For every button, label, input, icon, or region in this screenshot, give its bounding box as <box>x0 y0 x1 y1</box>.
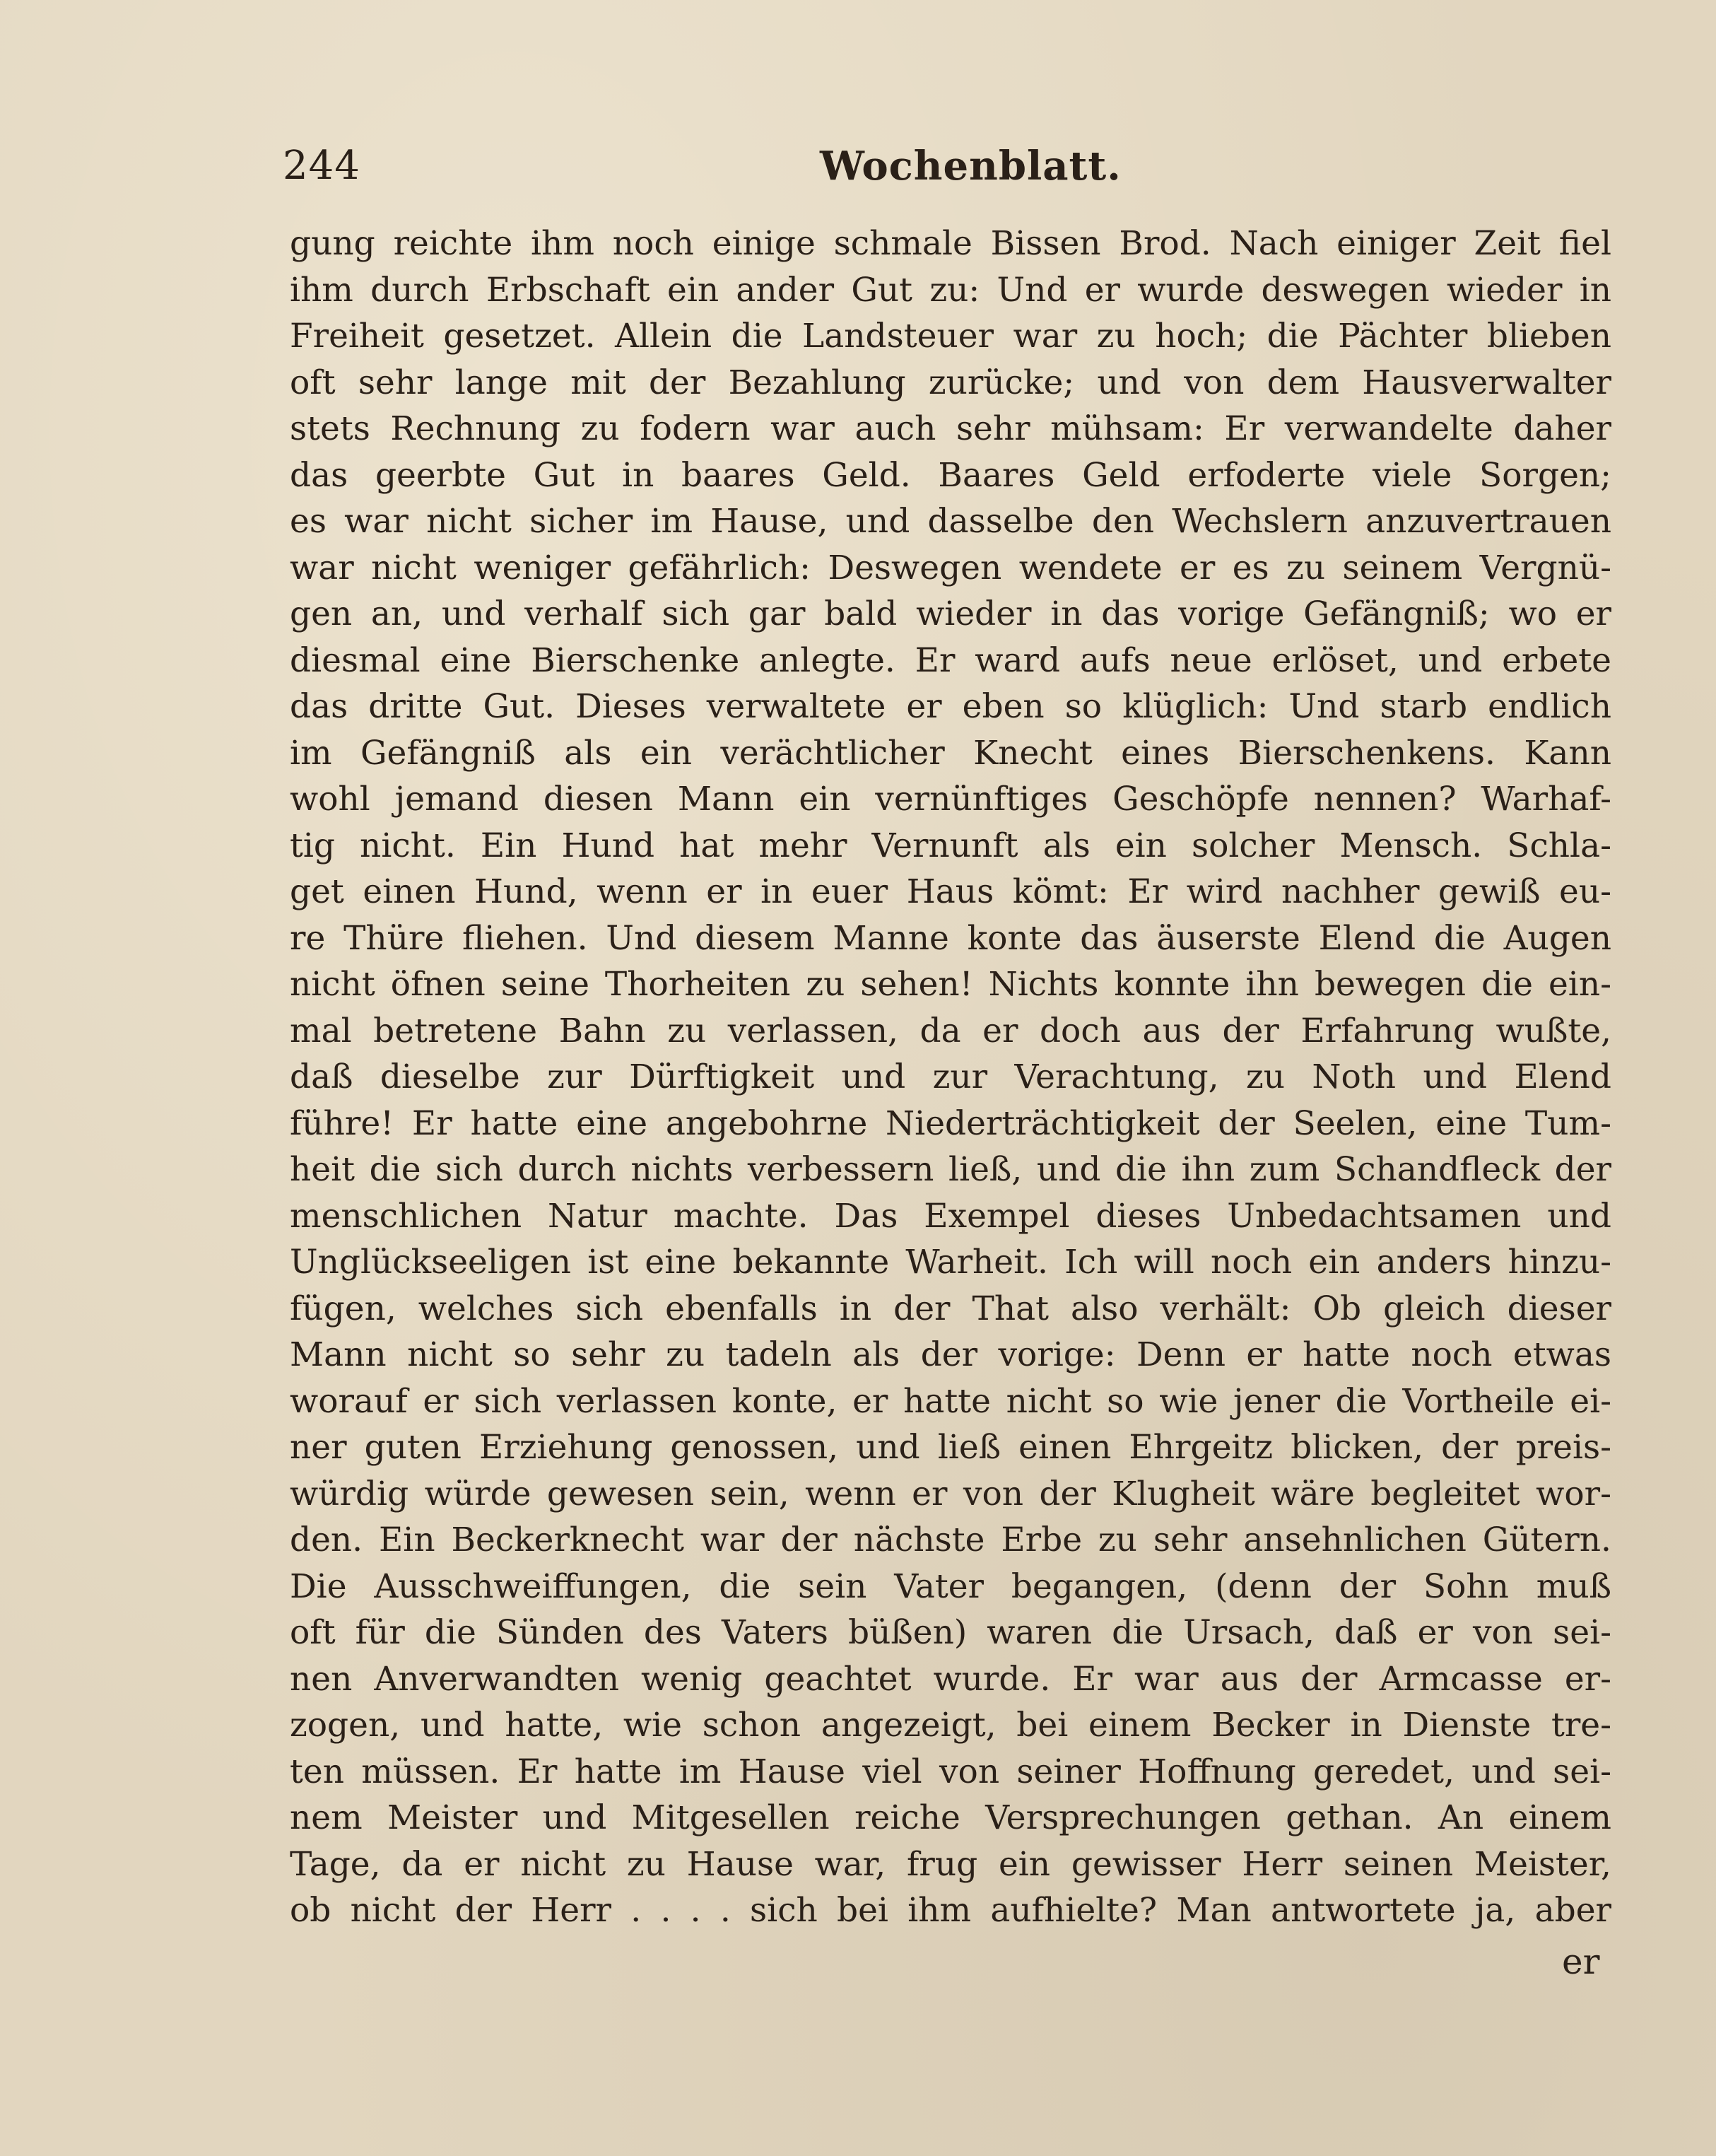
text-line: oft sehr lange mit der Bezahlung zurücke; und von dem Hausverwalter <box>290 363 1611 402</box>
text-line: heit die sich durch nichts verbessern ließ, und die ihn zum Schandfleck der <box>290 1150 1611 1189</box>
text-line: get einen Hund, wenn er in euer Haus kömt: Er wird nachher gewiß eu- <box>290 872 1611 911</box>
text-line: diesmal eine Bierschenke anlegte. Er ward aufs neue erlöset, und erbete <box>290 640 1611 680</box>
text-line: ob nicht der Herr . . . . sich bei ihm aufhielte? Man antwortete ja, aber <box>290 1891 1611 1930</box>
catchword: er <box>1562 1941 1600 1982</box>
text-line: nicht öfnen seine Thorheiten zu sehen! Nichts konnte ihn bewegen die ein- <box>290 965 1611 1004</box>
running-head: Wochenblatt. <box>820 143 1122 189</box>
text-line: ihm durch Erbschaft ein ander Gut zu: Und er wurde deswegen wieder in <box>290 270 1611 310</box>
text-line: wohl jemand diesen Mann ein vernünftiges Geschöpfe nennen? Warhaf- <box>290 780 1611 819</box>
text-line: zogen, und hatte, wie schon angezeigt, bei einem Becker in Dienste tre- <box>290 1706 1611 1745</box>
text-line: gung reichte ihm noch einige schmale Bissen Brod. Nach einiger Zeit fiel <box>290 224 1611 263</box>
text-line: es war nicht sicher im Hause, und dasselbe den Wechslern anzuvertrauen <box>290 502 1611 541</box>
page-number: 244 <box>283 143 360 189</box>
text-line: ner guten Erziehung genossen, und ließ einen Ehrgeitz blicken, der preis- <box>290 1428 1611 1467</box>
text-line: Freiheit gesetzet. Allein die Landsteuer war zu hoch; die Pächter blieben <box>290 317 1611 356</box>
text-line: würdig würde gewesen sein, wenn er von der Klugheit wäre begleitet wor- <box>290 1474 1611 1513</box>
text-line: nen Anverwandten wenig geachtet wurde. Er war aus der Armcasse er- <box>290 1659 1611 1699</box>
text-line: führe! Er hatte eine angebohrne Niederträchtigkeit der Seelen, eine Tum- <box>290 1103 1611 1143</box>
text-line: menschlichen Natur machte. Das Exempel dieses Unbedachtsamen und <box>290 1196 1611 1236</box>
text-line: den. Ein Beckerknecht war der nächste Erbe zu sehr ansehnlichen Gütern. <box>290 1521 1611 1559</box>
text-line: tig nicht. Ein Hund hat mehr Vernunft als ein solcher Mensch. Schla- <box>290 826 1611 865</box>
text-line: das dritte Gut. Dieses verwaltete er eben so klüglich: Und starb endlich <box>290 687 1611 726</box>
body-text <box>290 221 1611 1934</box>
text-line: fügen, welches sich ebenfalls in der That also verhält: Ob gleich dieser <box>290 1289 1611 1328</box>
page-header <box>283 138 1611 194</box>
text-line: re Thüre fliehen. Und diesem Manne konte das äuserste Elend die Augen <box>290 918 1611 958</box>
text-line: gen an, und verhalf sich gar bald wieder in das vorige Gefängniß; wo er <box>290 594 1611 633</box>
text-line: worauf er sich verlassen konte, er hatte nicht so wie jener die Vortheile ei- <box>290 1381 1611 1421</box>
text-line: nem Meister und Mitgesellen reiche Versprechungen gethan. An einem <box>290 1798 1611 1837</box>
text-line: war nicht weniger gefährlich: Deswegen wendete er es zu seinem Vergnü- <box>290 548 1611 587</box>
text-line: Unglückseeligen ist eine bekannte Warheit. Ich will noch ein anders hinzu- <box>290 1243 1611 1282</box>
text-line: Tage, da er nicht zu Hause war, frug ein gewisser Herr seinen Meister, <box>290 1844 1611 1884</box>
text-line: daß dieselbe zur Dürftigkeit und zur Verachtung, zu Noth und Elend <box>290 1058 1611 1096</box>
text-line: Die Ausschweiffungen, die sein Vater begangen, (denn der Sohn muß <box>290 1566 1611 1606</box>
text-line: das geerbte Gut in baares Geld. Baares Geld erfoderte viele Sorgen; <box>290 455 1611 495</box>
text-line: Mann nicht so sehr zu tadeln als der vorige: Denn er hatte noch etwas <box>290 1335 1611 1374</box>
text-line: oft für die Sünden des Vaters büßen) waren die Ursach, daß er von sei- <box>290 1613 1611 1652</box>
text-line: ten müssen. Er hatte im Hause viel von seiner Hoffnung geredet, und sei- <box>290 1752 1611 1791</box>
text-line: mal betretene Bahn zu verlassen, da er doch aus der Erfahrung wußte, <box>290 1011 1611 1050</box>
text-line: im Gefängniß als ein verächtlicher Knecht eines Bierschenkens. Kann <box>290 733 1611 773</box>
text-line: stets Rechnung zu fodern war auch sehr mühsam: Er verwandelte daher <box>290 409 1611 448</box>
